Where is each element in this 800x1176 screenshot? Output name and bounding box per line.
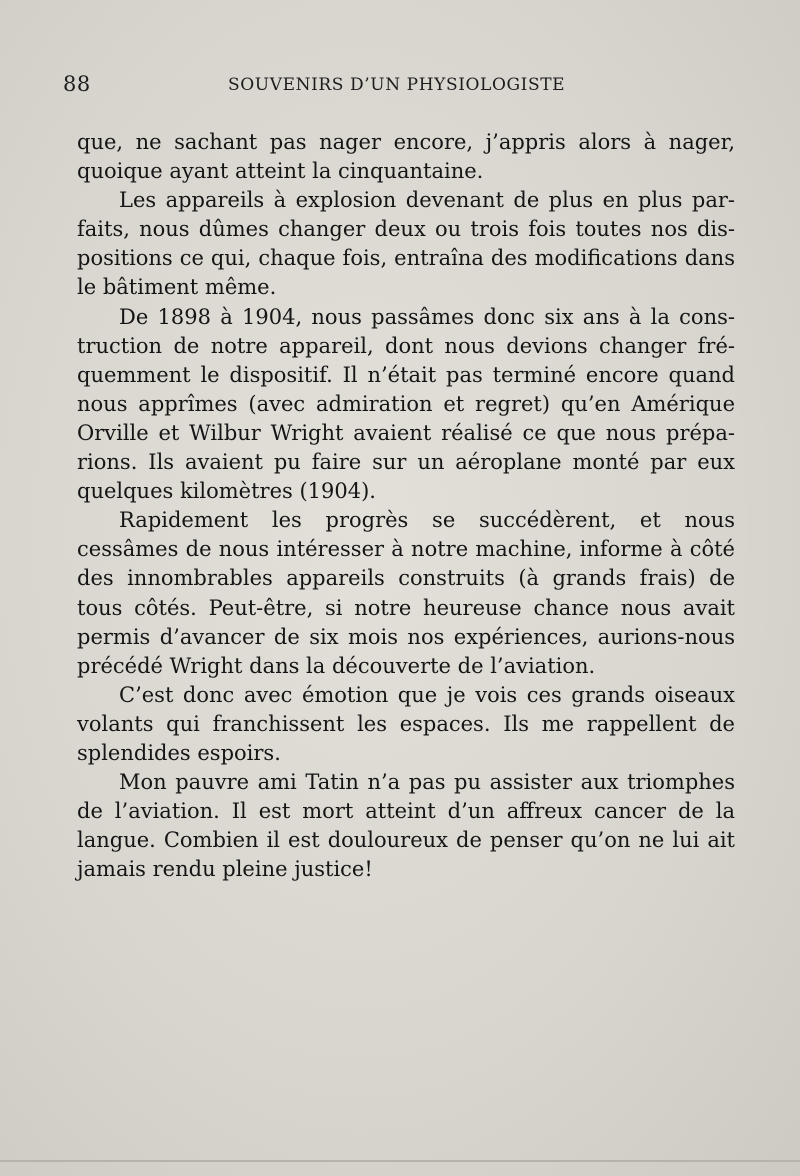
running-header	[63, 72, 733, 106]
paragraph: que, ne sachant pas nager encore, j’appris alors à nager, quoique ayant atteint la cinquantaine.	[77, 130, 735, 184]
paragraph: C’est donc avec émotion que je vois ces grands oiseaux volants qui franchissent les espaces. Ils me rappellent de splendides espoirs.	[77, 682, 735, 765]
page-number: 88	[63, 72, 91, 96]
paragraph: Mon pauvre ami Tatin n’a pas pu assister aux triomphes de l’aviation. Il est mort atteint d’un affreux cancer de la langue. Combien il est douloureux de penser qu’on ne lui ait jamais rendu pleine justice!	[77, 770, 735, 882]
paragraph: De 1898 à 1904, nous passâmes donc six ans à la construction de notre appareil, dont nous devions changer fréquemment le dispositif. Il n’était pas terminé encore quand nous apprîmes (avec admiration et regret) qu’en Amérique Orville et Wilbur Wright avaient réalisé ce que nous préparions. Ils avaient pu faire sur un aéroplane monté par eux quelques kilomètres (1904).	[77, 304, 735, 504]
running-title: SOUVENIRS D’UN PHYSIOLOGISTE	[228, 75, 566, 95]
body-text	[77, 128, 735, 884]
paragraph: Les appareils à explosion devenant de plus en plus parfaits, nous dûmes changer deux ou trois fois toutes nos dispositions ce qui, chaque fois, entraîna des modifications dans le bâtiment même.	[77, 188, 735, 300]
page-edge-divider	[0, 1160, 800, 1162]
paragraph: Rapidement les progrès se succédèrent, et nous cessâmes de nous intéresser à notre machine, informe à côté des innombrables appareils construits (à grands frais) de tous côtés. Peut-être, si notre heureuse chance nous avait permis d’avancer de six mois nos expériences, aurions-nous précédé Wright dans la découverte de l’aviation.	[77, 508, 735, 678]
